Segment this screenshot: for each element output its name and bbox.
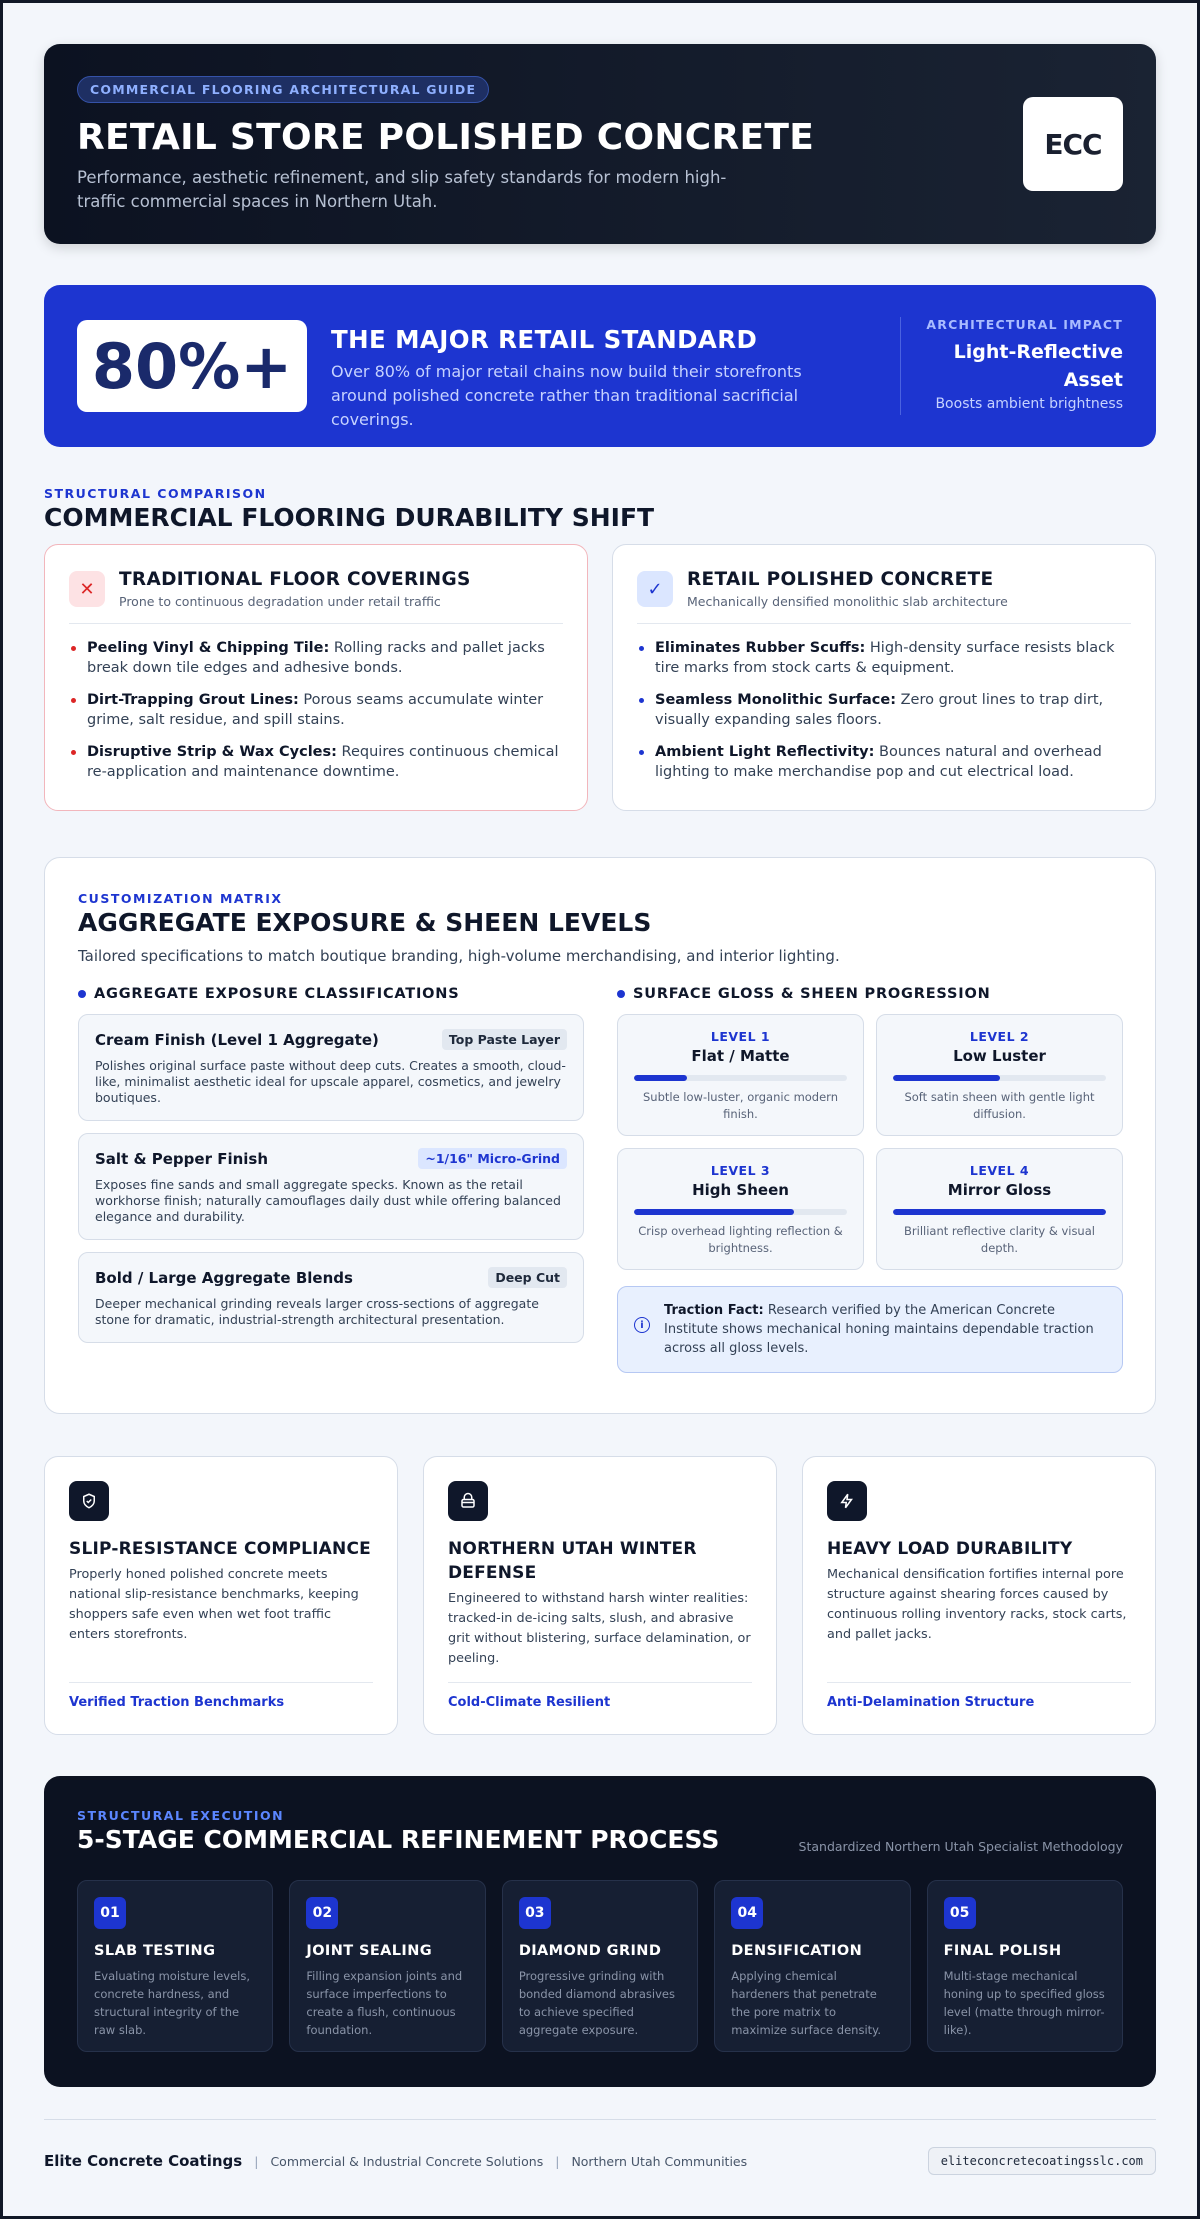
guide-pill: COMMERCIAL FLOORING ARCHITECTURAL GUIDE (77, 76, 489, 103)
hero-banner (44, 44, 1156, 244)
list-item: Seamless Monolithic Surface: Zero grout lines to trap dirt, visually expanding sales floors. (637, 690, 1131, 730)
page-subtitle: Performance, aesthetic refinement, and slip safety standards for modern high-traffic commercial spaces in Northern Utah. (77, 168, 727, 211)
impact-sub: Boosts ambient brightness (935, 396, 1123, 412)
gloss-card: LEVEL 3 High Sheen Crisp overhead lighting reflection & brightness. (617, 1148, 864, 1270)
feature-link[interactable]: Verified Traction Benchmarks (69, 1682, 373, 1734)
aggregate-column (78, 986, 584, 1343)
gloss-card: LEVEL 2 Low Luster Soft satin sheen with gentle light diffusion. (876, 1014, 1123, 1136)
comparison-section (44, 486, 1156, 811)
stat-value: 80%+ (77, 320, 307, 412)
feature-card: NORTHERN UTAH WINTER DEFENSE Engineered to withstand harsh winter realities: tracked-in de-icing salts, slush, and abrasive grit without blistering, surface delamination, or peeling. Cold-Climate Resilient (423, 1456, 777, 1735)
section-title: AGGREGATE EXPOSURE & SHEEN LEVELS (78, 908, 652, 937)
process-step: 04 DENSIFICATION Applying chemical hardeners that penetrate the pore matrix to maximize surface density. (714, 1880, 910, 2052)
traction-fact: i Traction Fact: Research verified by the American Concrete Institute shows mechanical honing maintains dependable traction across all gloss levels. (617, 1286, 1123, 1373)
list-item: Dirt-Trapping Grout Lines: Porous seams accumulate winter grime, salt residue, and spill stains. (69, 690, 563, 730)
section-kicker: STRUCTURAL EXECUTION (77, 1808, 285, 1823)
list-item: Disruptive Strip & Wax Cycles: Requires continuous chemical re-application and maintenance downtime. (69, 742, 563, 782)
column-heading: SURFACE GLOSS & SHEEN PROGRESSION (617, 986, 1123, 1002)
stat-divider (900, 317, 901, 415)
gloss-card: LEVEL 4 Mirror Gloss Brilliant reflective clarity & visual depth. (876, 1148, 1123, 1270)
company-name: Elite Concrete Coatings (44, 2152, 243, 2170)
process-section (44, 1776, 1156, 2087)
impact-value: Light-Reflective Asset (953, 341, 1123, 391)
website-link[interactable]: eliteconcretecoatingsslc.com (928, 2147, 1156, 2175)
list-item: Eliminates Rubber Scuffs: High-density surface resists black tire marks from stock carts & equipment. (637, 638, 1131, 678)
traditional-card (44, 544, 588, 811)
info-icon: i (634, 1317, 650, 1333)
gloss-bar (893, 1209, 1106, 1215)
feature-card: SLIP-RESISTANCE COMPLIANCE Properly honed polished concrete meets national slip-resistance benchmarks, keeping shoppers safe even when wet foot traffic enters storefronts. Verified Traction Benchmarks (44, 1456, 398, 1735)
company-region: Northern Utah Communities (571, 2153, 748, 2169)
feature-card: HEAVY LOAD DURABILITY Mechanical densification fortifies internal pore structure against shearing forces caused by continuous rolling inventory racks, stock carts, and pallet jacks. Anti-Delamination Structure (802, 1456, 1156, 1735)
stat-title: THE MAJOR RETAIL STANDARD (331, 325, 758, 354)
footer-divider (44, 2119, 1156, 2120)
page-title: RETAIL STORE POLISHED CONCRETE (77, 117, 815, 158)
section-title: 5-STAGE COMMERCIAL REFINEMENT PROCESS (77, 1825, 720, 1854)
process-step: 03 DIAMOND GRIND Progressive grinding with bonded diamond abrasives to achieve specified aggregate exposure. (502, 1880, 698, 2052)
section-subtitle: Tailored specifications to match boutique branding, high-volume merchandising, and interior lighting. (78, 947, 840, 965)
aggregate-card: Cream Finish (Level 1 Aggregate) Top Paste Layer Polishes original surface paste without deep cuts. Creates a smooth, cloud-like, minimalist aesthetic ideal for upscale apparel, cosmetics, and jewelry boutiques. (78, 1014, 584, 1121)
gloss-column (617, 986, 1123, 1373)
process-step: 05 FINAL POLISH Multi-stage mechanical honing up to specified gloss level (matte through mirror-like). (927, 1880, 1123, 2052)
section-kicker: CUSTOMIZATION MATRIX (78, 891, 283, 906)
aggregate-tag: Top Paste Layer (442, 1029, 567, 1050)
gloss-bar (893, 1075, 1106, 1081)
method-note: Standardized Northern Utah Specialist Methodology (798, 1839, 1123, 1854)
section-title: COMMERCIAL FLOORING DURABILITY SHIFT (44, 503, 655, 532)
card-title: TRADITIONAL FLOOR COVERINGS (119, 569, 471, 590)
process-step: 01 SLAB TESTING Evaluating moisture levels, concrete hardness, and structural integrity of the raw slab. (77, 1880, 273, 2052)
footer: Elite Concrete Coatings | Commercial & Industrial Concrete Solutions | Northern Utah Communities eliteconcretecoatingsslc.com (44, 2147, 1156, 2175)
feature-link[interactable]: Cold-Climate Resilient (448, 1682, 752, 1734)
stat-banner (44, 285, 1156, 447)
company-tagline: Commercial & Industrial Concrete Solutions (270, 2153, 544, 2169)
aggregate-card: Bold / Large Aggregate Blends Deep Cut Deeper mechanical grinding reveals larger cross-sections of aggregate stone for dramatic, industrial-strength architectural presentation. (78, 1252, 584, 1343)
column-heading: AGGREGATE EXPOSURE CLASSIFICATIONS (78, 986, 584, 1002)
card-subtitle: Prone to continuous degradation under retail traffic (119, 594, 441, 609)
gloss-bar (634, 1209, 847, 1215)
polished-card (612, 544, 1156, 811)
logo-text: ECC (1044, 127, 1102, 161)
gloss-bar (634, 1075, 847, 1081)
aggregate-tag: Deep Cut (488, 1267, 567, 1288)
aggregate-card: Salt & Pepper Finish ~1/16" Micro-Grind Exposes fine sands and small aggregate specks. Known as the retail workhorse finish; naturally camouflages daily dust while offering balanced elegance and durability. (78, 1133, 584, 1240)
impact-label: ARCHITECTURAL IMPACT (926, 317, 1123, 332)
close-icon: ✕ (69, 571, 105, 607)
process-step: 02 JOINT SEALING Filling expansion joints and surface imperfections to create a flush, continuous foundation. (289, 1880, 485, 2052)
stat-description: Over 80% of major retail chains now build their storefronts around polished concrete rather than traditional sacrificial coverings. (331, 362, 802, 429)
section-kicker: STRUCTURAL COMPARISON (44, 486, 267, 501)
check-icon: ✓ (637, 571, 673, 607)
list-item: Peeling Vinyl & Chipping Tile: Rolling racks and pallet jacks break down tile edges and adhesive bonds. (69, 638, 563, 678)
feature-link[interactable]: Anti-Delamination Structure (827, 1682, 1131, 1734)
card-subtitle: Mechanically densified monolithic slab architecture (687, 594, 1008, 609)
features-row (44, 1456, 1156, 1735)
card-title: RETAIL POLISHED CONCRETE (687, 569, 994, 590)
snow-box-icon (448, 1481, 488, 1521)
company-logo (1023, 97, 1123, 191)
customization-section (44, 857, 1156, 1414)
shield-icon (69, 1481, 109, 1521)
lightning-icon (827, 1481, 867, 1521)
impact-block (913, 317, 1123, 412)
list-item: Ambient Light Reflectivity: Bounces natural and overhead lighting to make merchandise pop and cut electrical load. (637, 742, 1131, 782)
gloss-card: LEVEL 1 Flat / Matte Subtle low-luster, organic modern finish. (617, 1014, 864, 1136)
aggregate-tag: ~1/16" Micro-Grind (418, 1148, 567, 1169)
